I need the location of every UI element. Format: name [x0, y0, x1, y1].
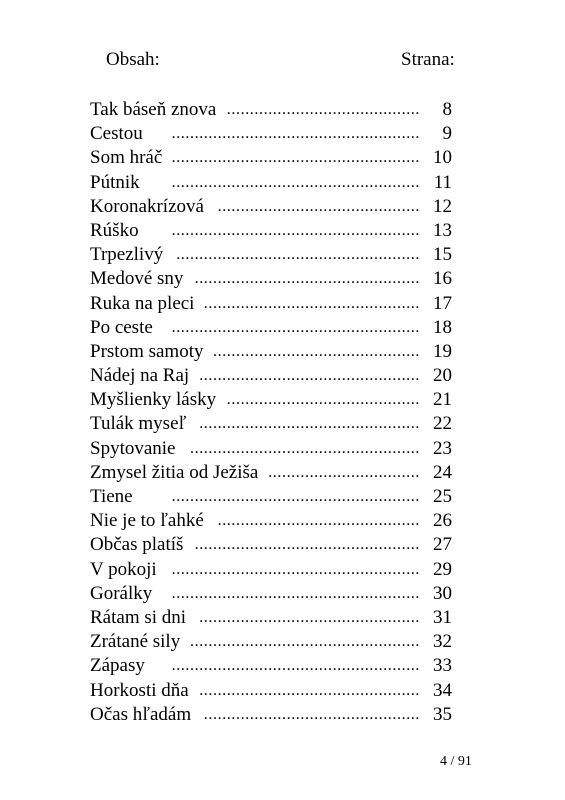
dot-leader: ................................................ [199, 608, 420, 626]
toc-entry-page: 25 [433, 486, 452, 507]
dot-leader: ...................................................... [171, 149, 420, 167]
toc-entry-title: Tiene [90, 486, 133, 507]
toc-entry [90, 412, 460, 436]
toc-entry [90, 533, 460, 557]
toc-entry-title: Nádej na Raj [90, 365, 190, 387]
toc-entry-title: Horkosti dňa [90, 679, 189, 701]
toc-entry-page: 12 [433, 195, 452, 217]
toc-entry-page: 16 [433, 268, 452, 290]
toc-entry-page: 11 [433, 171, 452, 193]
toc-entry-page: 13 [433, 219, 452, 241]
toc-entry [90, 509, 460, 533]
toc-entry [90, 703, 460, 727]
dot-leader: .................................................. [190, 633, 420, 651]
dot-leader: ............................................ [217, 512, 420, 530]
toc-entry-title: Zmysel žitia od Ježiša [90, 461, 259, 483]
toc-entry-page: 35 [433, 703, 452, 725]
toc-entry [90, 582, 460, 606]
dot-leader: ...................................................... [171, 560, 420, 578]
toc-entry-page: 24 [433, 461, 452, 483]
toc-entry-page: 34 [433, 679, 452, 701]
toc-entry-title: Nie je to ľahké [90, 510, 204, 532]
toc-entry-title: Ruka na pleci [90, 292, 195, 314]
toc-entry [90, 98, 460, 122]
toc-entry-title: Tak báseň znova [90, 99, 217, 120]
toc-entry [90, 630, 460, 654]
toc-entry-page: 30 [433, 582, 452, 604]
dot-leader: ...................................................... [171, 125, 420, 143]
dot-leader: ..................................................... [176, 246, 420, 264]
toc-entry [90, 558, 460, 582]
table-of-contents [90, 98, 460, 727]
toc-entry-title: Trpezlivý [90, 244, 164, 266]
toc-entry-page: 15 [433, 244, 452, 266]
toc-entry-page: 20 [433, 365, 452, 387]
toc-entry-title: Po ceste [90, 316, 153, 338]
toc-entry [90, 679, 460, 703]
dot-leader: ............................................ [217, 197, 420, 215]
dot-leader: ...................................................... [171, 173, 420, 191]
toc-entry-page: 21 [433, 389, 452, 411]
dot-leader: ...................................................... [171, 584, 420, 602]
toc-entry-title: Rátam si dni [90, 606, 187, 628]
toc-entry [90, 219, 460, 243]
toc-entry [90, 485, 460, 509]
toc-entry-title: Rúško [90, 219, 139, 241]
toc-entry [90, 122, 460, 146]
dot-leader: ............................................... [203, 294, 420, 312]
toc-entry [90, 364, 460, 388]
toc-entry [90, 243, 460, 267]
toc-entry-page: 18 [433, 316, 452, 338]
toc-entry [90, 461, 460, 485]
toc-entry-page: 10 [433, 147, 452, 169]
toc-entry-title: Očas hľadám [90, 703, 192, 725]
toc-entry-title: Som hráč [90, 147, 163, 169]
dot-leader: ................................. [268, 463, 420, 481]
page-column-heading: Strana: [401, 49, 455, 70]
toc-entry-page: 9 [442, 123, 452, 145]
dot-leader: ............................................. [213, 342, 420, 360]
dot-leader: ................................................ [199, 415, 420, 433]
toc-entry-page: 23 [433, 437, 452, 459]
toc-entry [90, 316, 460, 340]
dot-leader: ...................................................... [171, 488, 420, 505]
contents-heading: Obsah: [106, 49, 160, 70]
dot-leader: ................................................ [199, 367, 420, 385]
toc-entry [90, 340, 460, 364]
toc-entry-title: Pútnik [90, 171, 140, 193]
toc-entry-title: Cestou [90, 123, 143, 145]
dot-leader: ...................................................... [171, 318, 420, 336]
dot-leader: .................................................. [190, 439, 420, 457]
toc-entry-page: 19 [433, 340, 452, 362]
toc-entry-title: Spytovanie [90, 437, 176, 459]
dot-leader: .......................................... [226, 101, 420, 118]
toc-entry-title: Myšlienky lásky [90, 389, 217, 411]
toc-entry-page: 27 [433, 534, 452, 556]
dot-leader: ...................................................... [171, 221, 420, 239]
toc-entry [90, 267, 460, 291]
toc-entry-page: 8 [442, 99, 452, 120]
toc-entry-title: Medové sny [90, 268, 184, 290]
dot-leader: .......................................... [226, 391, 420, 409]
dot-leader: ...................................................... [171, 657, 420, 675]
toc-entry [90, 146, 460, 170]
toc-entry [90, 437, 460, 461]
toc-entry-page: 17 [433, 292, 452, 314]
toc-entry [90, 171, 460, 195]
toc-entry-title: Prstom samoty [90, 340, 204, 362]
toc-entry [90, 388, 460, 412]
toc-entry-title: Koronakrízová [90, 195, 204, 217]
toc-entry-page: 29 [433, 558, 452, 580]
dot-leader: ............................................... [203, 705, 420, 723]
toc-entry-page: 22 [433, 413, 452, 435]
toc-entry-title: Tulák myseľ [90, 413, 187, 435]
toc-entry-page: 26 [433, 510, 452, 532]
dot-leader: ................................................ [199, 681, 420, 699]
toc-entry [90, 606, 460, 630]
toc-entry [90, 654, 460, 678]
toc-entry-title: Gorálky [90, 582, 153, 604]
dot-leader: ................................................. [194, 536, 420, 554]
toc-entry-page: 33 [433, 655, 452, 677]
toc-entry-page: 31 [433, 606, 452, 628]
toc-entry-title: Zápasy [90, 655, 145, 677]
toc-entry-title: V pokoji [90, 558, 157, 580]
toc-entry-title: Zrátané sily [90, 631, 181, 653]
toc-entry [90, 292, 460, 316]
toc-entry [90, 195, 460, 219]
page-indicator: 4 / 91 [440, 754, 472, 769]
toc-entry-title: Občas platíš [90, 534, 184, 556]
toc-entry-page: 32 [433, 631, 452, 653]
dot-leader: ................................................. [194, 270, 420, 288]
